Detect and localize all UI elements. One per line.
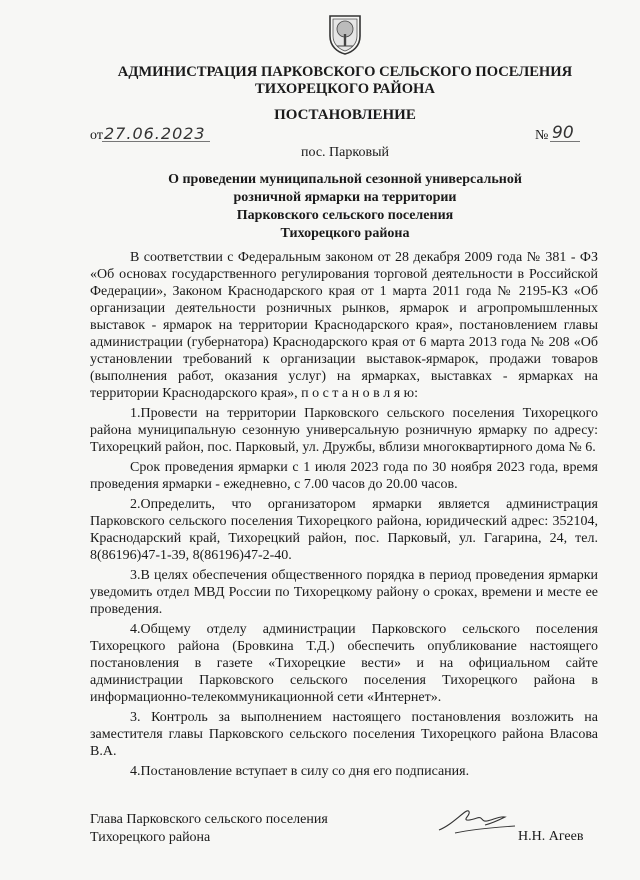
document-subject — [70, 171, 620, 243]
subject-line-1: О проведении муниципальной сезонной универсальной — [168, 172, 522, 187]
body-paragraph: 4.Общему отделу администрации Парковского сельского поселения Тихорецкого района (Бровкина Т.Д.) обеспечить опубликование настоящего постановления в газете «Тихорецкие вести» и на официальном сайте администрации Парковского сельского поселения Тихорецкого района в информационно-телекоммуникационной сети «Интернет». — [90, 622, 598, 705]
signatory-title-line-1: Глава Парковского сельского поселения — [90, 812, 328, 827]
handwritten-number: 90 — [552, 123, 574, 143]
body-paragraph: 3. Контроль за выполнением настоящего постановления возложить на заместителя главы Парковского сельского поселения Тихорецкого района Власова В.А. — [90, 710, 598, 759]
organization-name — [70, 64, 620, 98]
body-paragraph: 1.Провести на территории Парковского сельского поселения Тихорецкого района муниципальную сезонную универсальную розничную ярмарку по адресу: Тихорецкий район, пос. Парковый, ул. Дружбы, вблизи многоквартирного дома № 6. — [90, 406, 598, 455]
document-body — [90, 249, 598, 783]
body-paragraph: В соответствии с Федеральным законом от 28 декабря 2009 года № 381 - ФЗ «Об основах государственного регулирования торговой деятельности в Российской Федерации», Законом Краснодарского края от 1 марта 2011 года № 2195-КЗ «Об организации деятельности розничных рынков, ярмарок и агропромышленных выставок - ярмарок на территории Краснодарского края», постановлением главы администрации (губернатора) Краснодарского края от 6 марта 2013 года № 208 «Об установлении требований к организации выставок-ярмарок, продажи товаров (выполнения работ, оказания услуг) на ярмарках, выставках - ярмарках на территории Краснодарского края», п о с т а н о в л я ю: — [90, 250, 598, 401]
coat-of-arms-icon — [327, 12, 363, 56]
document-type: ПОСТАНОВЛЕНИЕ — [274, 107, 416, 123]
signatory-title — [90, 811, 328, 847]
number-prefix: № — [535, 128, 549, 143]
signatory-title-line-2: Тихорецкого района — [90, 830, 211, 845]
body-paragraph: 3.В целях обеспечения общественного порядка в период проведения ярмарки уведомить отдел МВД России по Тихорецкому району о сроках, времени и месте ее проведения. — [90, 568, 598, 617]
body-paragraph: Срок проведения ярмарки с 1 июля 2023 года по 30 ноября 2023 года, время проведения ярмарки - ежедневно, с 7.00 часов до 20.00 часов. — [90, 460, 598, 492]
handwritten-date: 27.06.2023 — [104, 124, 206, 143]
organization-line-2: ТИХОРЕЦКОГО РАЙОНА — [255, 81, 435, 97]
subject-line-3: Парковского сельского поселения — [236, 208, 454, 223]
body-paragraph: 4.Постановление вступает в силу со дня его подписания. — [130, 764, 470, 779]
place-of-issue: пос. Парковый — [301, 145, 389, 160]
organization-line-1: АДМИНИСТРАЦИЯ ПАРКОВСКОГО СЕЛЬСКОГО ПОСЕЛЕНИЯ — [117, 64, 573, 80]
signatory-name: Н.Н. Агеев — [518, 829, 584, 844]
body-paragraph: 2.Определить, что организатором ярмарки является администрация Парковского сельского поселения Тихорецкого района, юридический адрес: 352104, Краснодарский край, Тихорецкий район, пос. Парковый, ул. Гагарина, 24, тел. 8(86196)47-1-39, 8(86196)47-2-40. — [90, 497, 598, 563]
subject-line-2: розничной ярмарки на территории — [233, 190, 457, 205]
subject-line-4: Тихорецкого района — [280, 226, 410, 241]
date-prefix: от — [90, 128, 103, 143]
handwritten-signature — [435, 806, 520, 836]
